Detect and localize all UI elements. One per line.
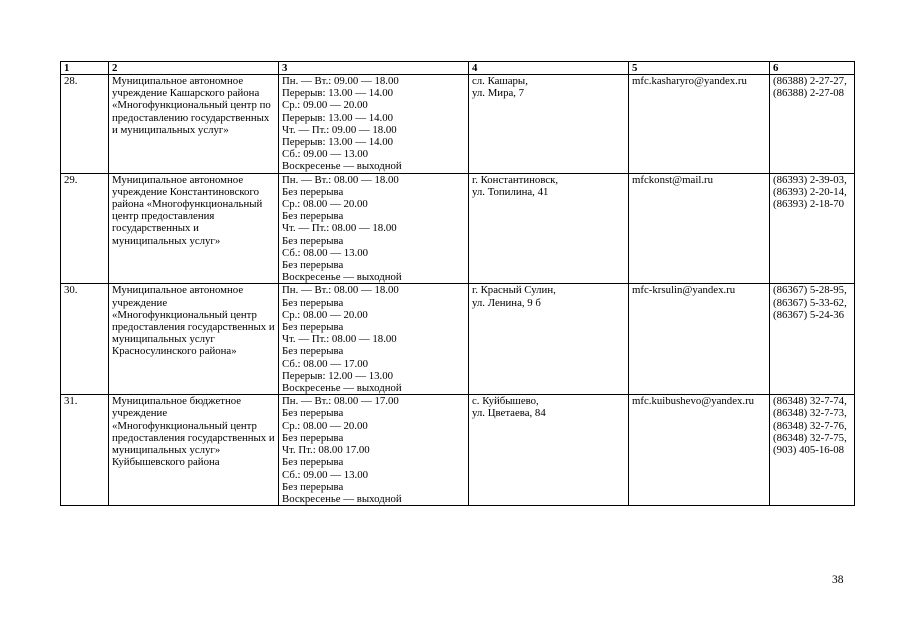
col-header-6: 6 [770, 62, 855, 75]
row-number: 31. [61, 395, 109, 506]
phones-cell [770, 173, 855, 284]
address-line: ул. Ленина, 9 б [472, 296, 541, 309]
address-line: сл. Кашары, [472, 75, 528, 87]
schedule-line: Без перерыва [282, 345, 344, 358]
phones-cell [770, 75, 855, 174]
schedule-line: Перерыв: 13.00 — 14.00 [282, 136, 394, 149]
schedule-line: Чт. Пт.: 08.00 17.00 [282, 444, 370, 457]
schedule-line: Пн. — Вт.: 08.00 — 18.00 [282, 173, 399, 186]
address-line: с. Куйбышево, [472, 395, 539, 408]
schedule-line: Воскресенье — выходной [282, 492, 402, 505]
address-line: г. Константиновск, [472, 173, 559, 186]
schedule-line: Воскресенье — выходной [282, 271, 402, 284]
email-cell: mfc-krsulin@yandex.ru [629, 284, 770, 395]
schedule-line: Ср.: 09.00 — 20.00 [282, 99, 368, 112]
schedule-line: Ср.: 08.00 — 20.00 [282, 198, 368, 211]
address-line: ул. Цветаева, 84 [472, 407, 546, 420]
schedule-line: Перерыв: 12.00 — 13.00 [282, 369, 394, 382]
schedule-line: Без перерыва [282, 480, 344, 493]
phone-number: (86348) 32-7-73, [773, 407, 847, 420]
schedule-line: Без перерыва [282, 259, 344, 272]
schedule-line: Сб.: 09.00 — 13.00 [282, 468, 369, 481]
institution-name: Муниципальное бюджетное учреждение «Многофункциональный центр предоставления государственных и муниципальных услуг» Куйбышевского района [109, 395, 279, 506]
email-cell: mfc.kasharyro@yandex.ru [629, 75, 770, 174]
phone-number: (86348) 32-7-74, [773, 395, 847, 408]
schedule-line: Воскресенье — выходной [282, 160, 402, 173]
phone-number: (86393) 2-39-03, [773, 173, 847, 186]
schedule-line: Ср.: 08.00 — 20.00 [282, 308, 368, 321]
address-cell [469, 284, 629, 395]
schedule-line: Пн. — Вт.: 08.00 — 18.00 [282, 284, 399, 297]
institution-name: Муниципальное автономное учреждение «Многофункциональный центр предоставления государственных и муниципальных услуг Красносулинского района» [109, 284, 279, 395]
email-cell: mfc.kuibushevo@yandex.ru [629, 395, 770, 506]
schedule-line: Без перерыва [282, 321, 344, 334]
institution-name: Муниципальное автономное учреждение Константиновского района «Многофункциональный центр предоставления государственных и муниципальных услуг» [109, 173, 279, 284]
schedule-line: Воскресенье — выходной [282, 382, 402, 395]
phone-number: (903) 405-16-08 [773, 444, 845, 457]
schedule-line: Пн. — Вт.: 08.00 — 17.00 [282, 395, 399, 408]
schedule-cell [279, 284, 469, 395]
table-row [61, 75, 855, 174]
row-number: 28. [61, 75, 109, 174]
phones-cell [770, 284, 855, 395]
col-header-5: 5 [629, 62, 770, 75]
schedule-line: Без перерыва [282, 185, 344, 198]
phone-number: (86388) 2-27-27, [773, 75, 847, 87]
table-row [61, 284, 855, 395]
schedule-line: Сб.: 09.00 — 13.00 [282, 148, 369, 161]
schedule-line: Без перерыва [282, 234, 344, 247]
schedule-line: Перерыв: 13.00 — 14.00 [282, 87, 394, 100]
schedule-line: Без перерыва [282, 456, 344, 469]
row-number: 30. [61, 284, 109, 395]
col-header-2: 2 [109, 62, 279, 75]
mfc-table [60, 61, 855, 506]
schedule-line: Перерыв: 13.00 — 14.00 [282, 111, 394, 124]
col-header-3: 3 [279, 62, 469, 75]
header-row [61, 62, 855, 75]
table-row [61, 173, 855, 284]
col-header-4: 4 [469, 62, 629, 75]
table-row [61, 395, 855, 506]
address-cell [469, 395, 629, 506]
email-cell: mfckonst@mail.ru [629, 173, 770, 284]
phone-number: (86393) 2-20-14, [773, 185, 847, 198]
phones-cell [770, 395, 855, 506]
address-cell [469, 75, 629, 174]
page-number: 38 [832, 574, 844, 586]
phone-number: (86367) 5-33-62, [773, 296, 847, 309]
schedule-cell [279, 173, 469, 284]
phone-number: (86348) 32-7-75, [773, 431, 847, 444]
address-line: г. Красный Сулин, [472, 284, 556, 297]
address-line: ул. Мира, 7 [472, 87, 525, 100]
schedule-line: Без перерыва [282, 296, 344, 309]
phone-number: (86367) 5-24-36 [773, 308, 845, 321]
schedule-line: Ср.: 08.00 — 20.00 [282, 419, 368, 432]
row-number: 29. [61, 173, 109, 284]
schedule-line: Чт. — Пт.: 09.00 — 18.00 [282, 123, 397, 136]
schedule-line: Сб.: 08.00 — 13.00 [282, 246, 369, 259]
schedule-line: Без перерыва [282, 407, 344, 420]
schedule-line: Чт. — Пт.: 08.00 — 18.00 [282, 333, 397, 346]
schedule-line: Без перерыва [282, 431, 344, 444]
institution-name: Муниципальное автономное учреждение Кашарского района «Многофункциональный центр по предоставлению государственных и муниципальных услуг» [109, 75, 279, 174]
schedule-cell [279, 75, 469, 174]
schedule-cell [279, 395, 469, 506]
schedule-line: Пн. — Вт.: 09.00 — 18.00 [282, 75, 399, 87]
schedule-line: Чт. — Пт.: 08.00 — 18.00 [282, 222, 397, 235]
phone-number: (86348) 32-7-76, [773, 419, 847, 432]
schedule-line: Сб.: 08.00 — 17.00 [282, 357, 369, 370]
schedule-line: Без перерыва [282, 210, 344, 223]
phone-number: (86388) 2-27-08 [773, 87, 845, 100]
address-cell [469, 173, 629, 284]
phone-number: (86367) 5-28-95, [773, 284, 847, 297]
col-header-1: 1 [61, 62, 109, 75]
phone-number: (86393) 2-18-70 [773, 198, 845, 211]
address-line: ул. Топилина, 41 [472, 185, 549, 198]
